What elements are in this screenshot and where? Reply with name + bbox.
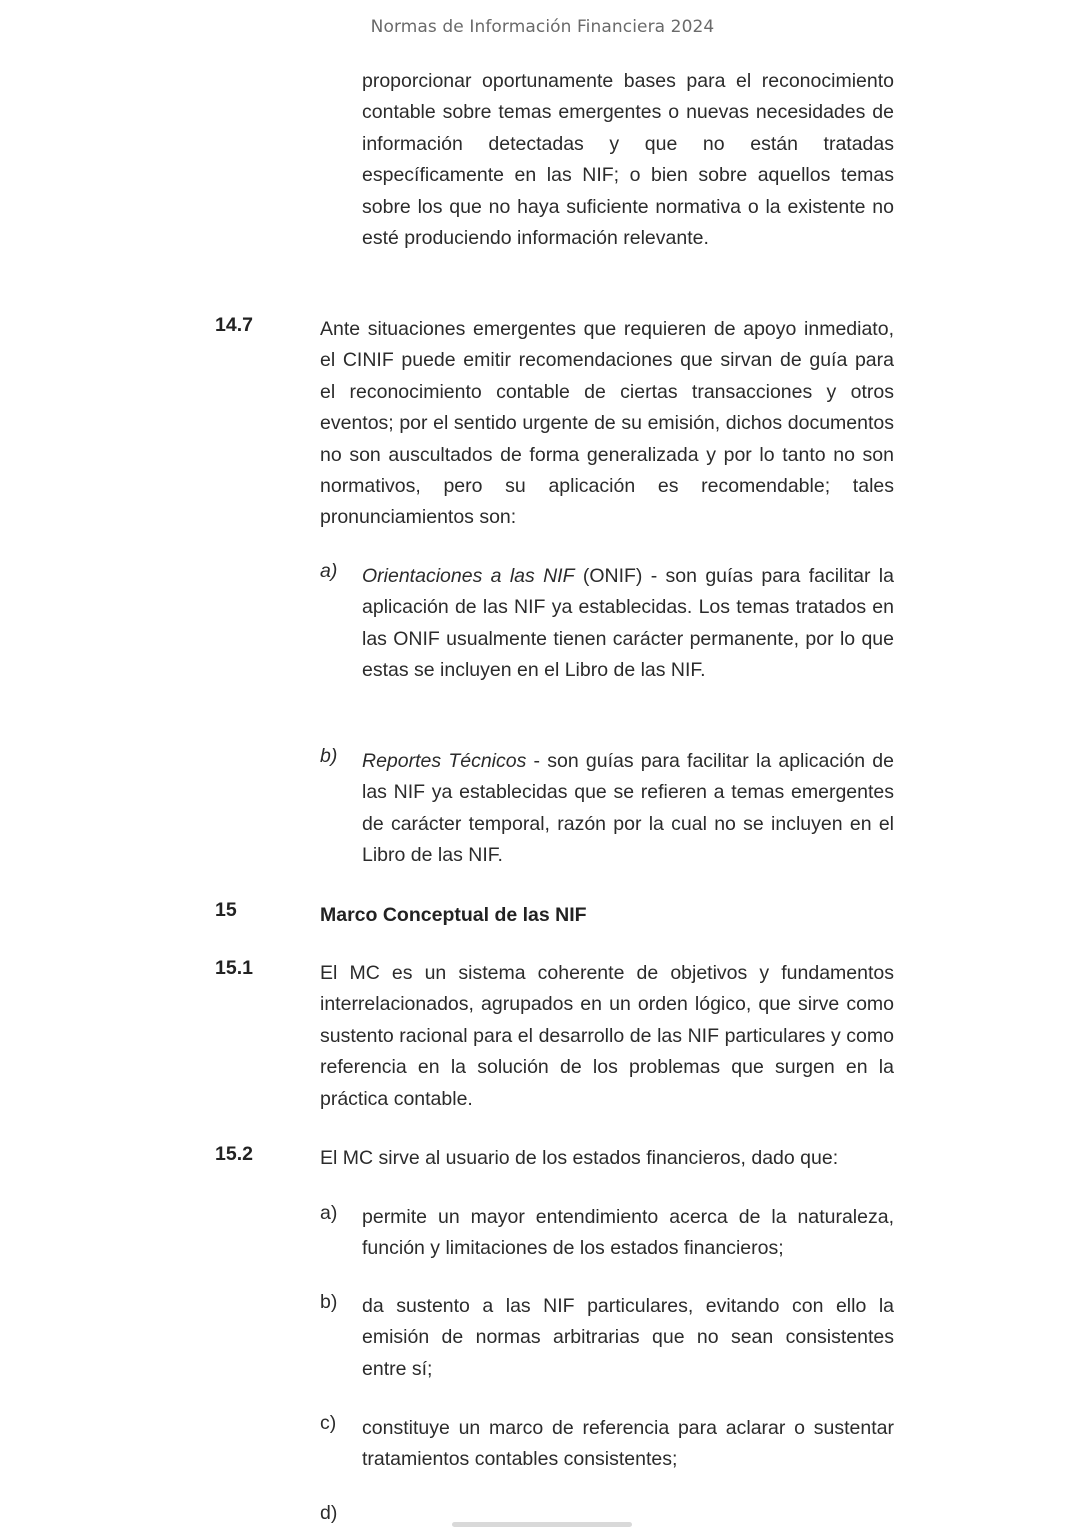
list-item: permite un mayor entendimiento acerca de la naturaleza, función y limitaciones de los estados financieros; bbox=[362, 1206, 894, 1260]
home-indicator-bar[interactable] bbox=[452, 1522, 632, 1527]
list-item-reportes-tecnicos bbox=[362, 746, 894, 872]
section-number: 15 bbox=[215, 899, 237, 921]
section-15-1-paragraph: El MC es un sistema coherente de objetivos y fundamentos interrelacionados, agrupados en un orden lógico, que sirve como sustento racional para el desarrollo de las NIF particulares y como referencia en la solución de los problemas que surgen en la práctica contable. bbox=[320, 962, 894, 1110]
section-15-2-paragraph: El MC sirve al usuario de los estados financieros, dado que: bbox=[320, 1147, 839, 1169]
continuation-paragraph: proporcionar oportunamente bases para el reconocimiento contable sobre temas emergentes o nuevas necesidades de información detectadas y que no están tratadas específicamente en las NIF; o bien sobre aquellos temas sobre los que no haya suficiente normativa o la existente no esté produciendo información relevante. bbox=[362, 70, 894, 250]
list-label: a) bbox=[320, 1202, 338, 1224]
list-item-title: Orientaciones a las NIF bbox=[362, 565, 575, 587]
section-number: 14.7 bbox=[215, 314, 253, 336]
section-heading: Marco Conceptual de las NIF bbox=[320, 904, 587, 926]
list-label: b) bbox=[320, 745, 338, 767]
list-item: da sustento a las NIF particulares, evitando con ello la emisión de normas arbitrarias que no sean consistentes entre sí; bbox=[362, 1295, 894, 1380]
list-item-text: - son guías para facilitar la aplicación de las NIF ya establecidas que se refieren a temas emergentes de carácter temporal, razón por la cual no se incluyen en el Libro de las NIF. bbox=[362, 750, 894, 867]
list-label: a) bbox=[320, 560, 338, 582]
document-header: Normas de Información Financiera 2024 bbox=[370, 17, 715, 37]
list-item-onif bbox=[362, 561, 894, 687]
list-item: constituye un marco de referencia para aclarar o sustentar tratamientos contables consistentes; bbox=[362, 1417, 894, 1471]
list-item-text: (ONIF) - son guías para facilitar la aplicación de las NIF ya establecidas. Los temas tratados en las ONIF usualmente tienen carácter permanente, por lo que estas se incluyen en el Libro de las NIF. bbox=[362, 565, 894, 682]
list-item-title: Reportes Técnicos bbox=[362, 750, 527, 772]
list-label: b) bbox=[320, 1291, 338, 1313]
list-label: c) bbox=[320, 1412, 337, 1434]
list-label: d) bbox=[320, 1502, 338, 1524]
section-number: 15.2 bbox=[215, 1143, 253, 1165]
section-14-7-paragraph: Ante situaciones emergentes que requieren de apoyo inmediato, el CINIF puede emitir recomendaciones que sirvan de guía para el reconocimiento contable de ciertas transacciones y otros eventos; por el sentido urgente de su emisión, dichos documentos no son auscultados de forma generalizada y por lo tanto no son normativos, pero su aplicación es recomendable; tales pronunciamientos son: bbox=[320, 318, 894, 529]
section-number: 15.1 bbox=[215, 957, 253, 979]
